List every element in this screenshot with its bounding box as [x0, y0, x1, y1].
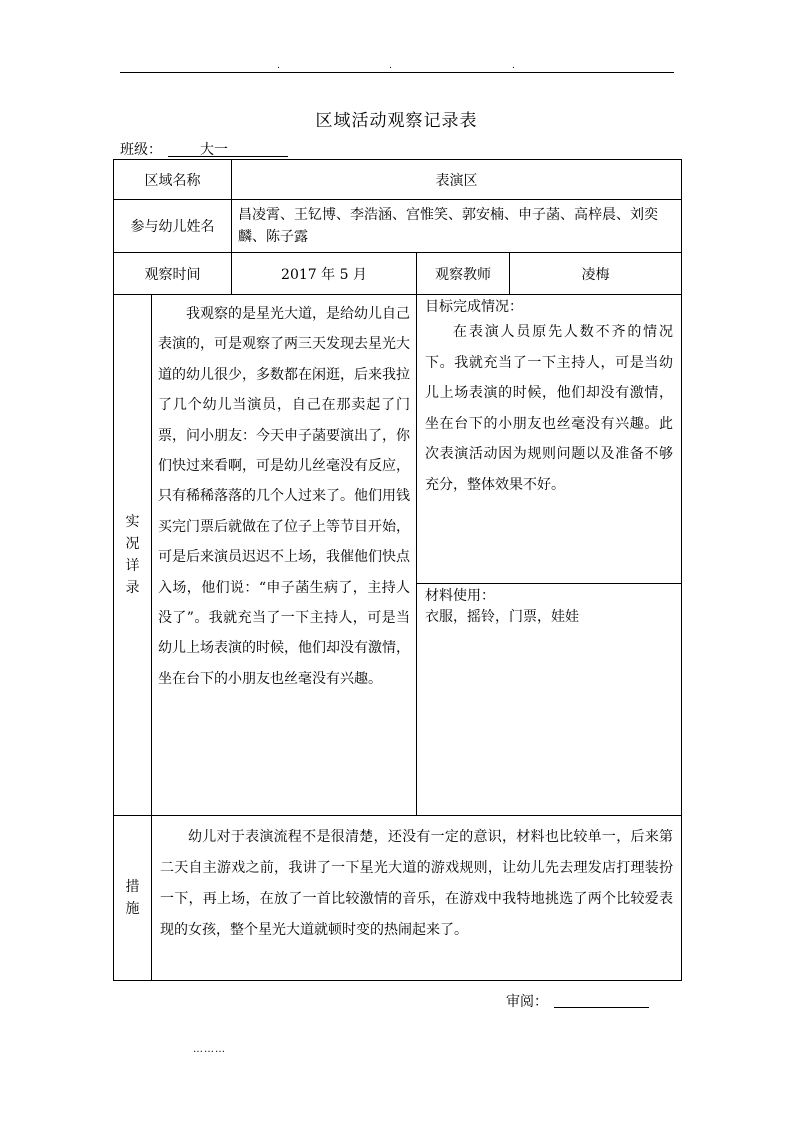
materials-text: 衣服，摇铃，门票，娃娃 — [425, 609, 579, 625]
record-detail-text: 我观察的是星光大道，是给幼儿自己表演的，可是观察了两三天发现去星光大道的幼儿很少，多数都在闲逛，后来我拉了几个幼儿当演员，自己在那卖起了门票，问小朋友：今天申子菡要演出了，你们快过来看啊，可是幼儿丝毫没有反应，只有稀稀落落的几个人过来了。他们用钱买完门票后就做在了位子上等节目开始，可是后来演员迟迟不上场，我催他们快点入场，他们说：“申子菡生病了，主持人没了”。我就充当了一下主持人，可是当幼儿上场表演的时候，他们却没有激情，坐在台下的小朋友也丝毫没有兴趣。 — [152, 295, 417, 816]
header-rule — [120, 72, 674, 73]
record-vertical-label — [114, 295, 152, 816]
goal-cell — [417, 295, 682, 584]
area-value: 表演区 — [232, 160, 682, 200]
teacher-value: 凌梅 — [510, 253, 682, 295]
record-row-upper — [114, 295, 682, 584]
children-label: 参与幼儿姓名 — [114, 200, 232, 253]
measures-vertical-label — [114, 816, 152, 981]
children-names: 昌凌霄、王钇博、李浩涵、宫惟笑、郭安楠、申子菡、高梓晨、刘奕麟、陈子露 — [232, 200, 682, 253]
header-dot: . — [277, 61, 280, 71]
measures-text: 幼儿对于表演流程不是很清楚，还没有一定的意识，材料也比较单一，后来第二天自主游戏之前，我讲了一下星光大道的游戏规则，让幼儿先去理发店打理装扮一下，再上场，在放了一首比较激情的音乐，在游戏中我特地挑选了两个比较爱表现的女孩，整个星光大道就顿时变的热闹起来了。 — [152, 816, 682, 981]
time-teacher-row — [114, 253, 682, 295]
materials-cell — [417, 584, 682, 816]
measures-row — [114, 816, 682, 981]
header-dot: . — [389, 61, 392, 71]
goal-label: 目标完成情况： — [425, 299, 523, 315]
measures-label-char: 措 — [125, 879, 140, 895]
goal-text: 在表演人员原先人数不齐的情况下。我就充当了一下主持人，可是当幼儿上场表演的时候，他们却没有激情，坐在台下的小朋友也丝毫没有兴趣。此次表演活动因为规则问题以及准备不够充分，整体效果不好。 — [425, 324, 674, 493]
class-value: 大一 — [200, 142, 228, 158]
area-label: 区域名称 — [114, 160, 232, 200]
class-label: 班级： — [120, 142, 162, 158]
review-label: 审阅： — [506, 994, 548, 1010]
record-label-char: 实 — [125, 514, 140, 530]
footer-dots: ……… — [193, 1044, 226, 1055]
time-value: 2017 年 5 月 — [232, 253, 417, 295]
document-title: 区域活动观察记录表 — [315, 111, 478, 131]
record-label-char: 录 — [125, 580, 140, 596]
area-row — [114, 160, 682, 200]
materials-label: 材料使用： — [425, 588, 495, 604]
review-signature-line — [554, 1007, 649, 1008]
measures-label-char: 施 — [125, 901, 140, 917]
header-dot: . — [512, 61, 515, 71]
children-row — [114, 200, 682, 253]
record-label-char: 况 — [125, 536, 140, 552]
observation-record-table — [113, 159, 682, 981]
time-label: 观察时间 — [114, 253, 232, 295]
teacher-label: 观察教师 — [417, 253, 510, 295]
class-value-underline — [168, 139, 288, 157]
record-label-char: 详 — [125, 558, 140, 574]
